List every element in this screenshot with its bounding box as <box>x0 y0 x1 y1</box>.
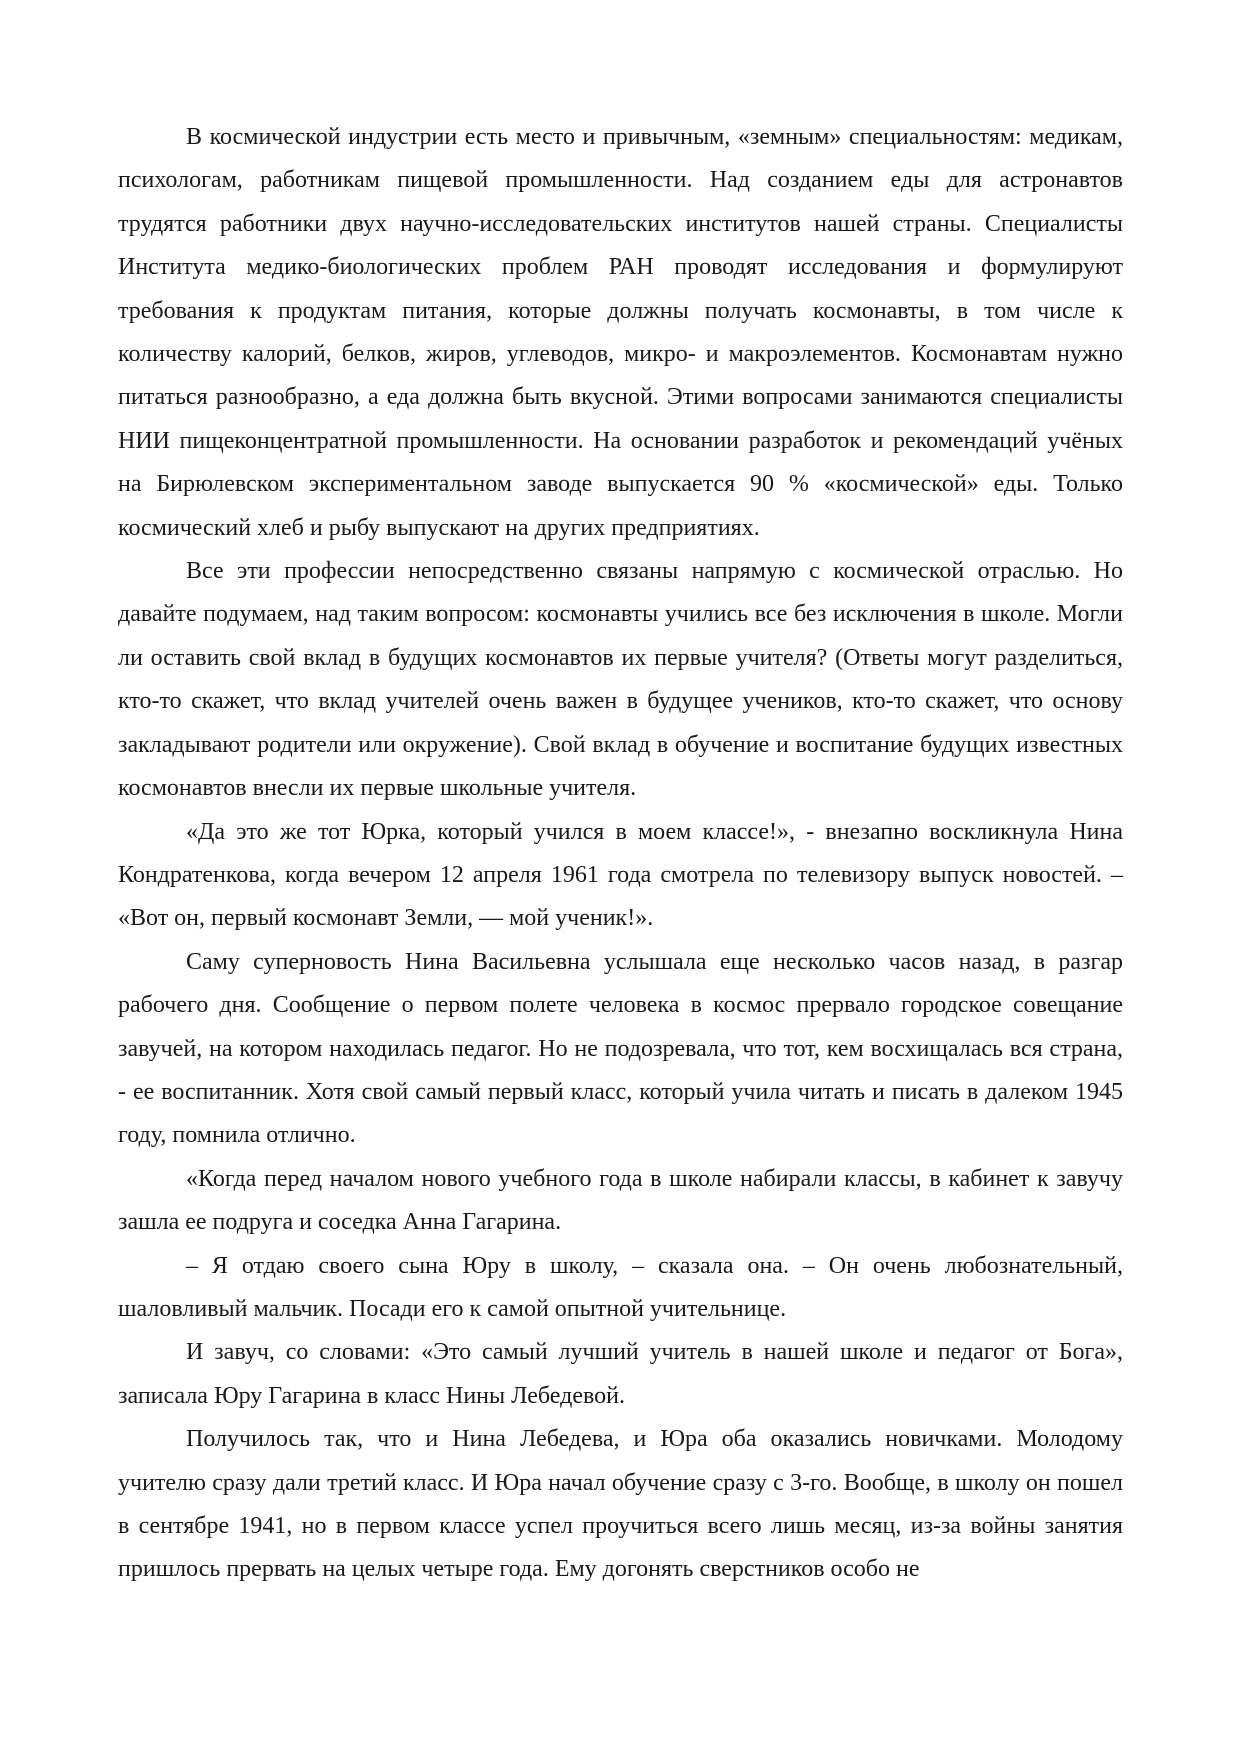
paragraph-6: – Я отдаю своего сына Юру в школу, – сказала она. – Он очень любознательный, шаловливый мальчик. Посади его к самой опытной учительнице. <box>118 1252 1123 1322</box>
paragraph-1: В космической индустрии есть место и привычным, «земным» специальностям: медикам, психологам, работникам пищевой промышленности. Над созданием еды для астронавтов трудятся работники двух научно-исследовательских институтов нашей страны. Специалисты Института медико-биологических проблем РАН проводят исследования и формулируют требования к продуктам питания, которые должны получать космонавты, в том числе к количеству калорий, белков, жиров, углеводов, микро- и макроэлементов. Космонавтам нужно питаться разнообразно, а еда должна быть вкусной. Этими вопросами занимаются специалисты НИИ пищеконцентратной промышленности. На основании разработок и рекомендаций учёных на Бирюлевском экспериментальном заводе выпускается 90 % «космической» еды. Только космический хлеб и рыбу выпускают на других предприятиях. <box>118 124 1123 541</box>
paragraph-8: Получилось так, что и Нина Лебедева, и Юра оба оказались новичками. Молодому учителю сразу дали третий класс. И Юра начал обучение сразу с 3-го. Вообще, в школу он пошел в сентябре 1941, но в первом классе успел проучиться всего лишь месяц, из-за войны занятия пришлось прервать на целых четыре года. Ему догонять сверстников особо не <box>118 1426 1123 1583</box>
document-body <box>118 116 1123 1592</box>
paragraph-5: «Когда перед началом нового учебного года в школе набирали классы, в кабинет к завучу зашла ее подруга и соседка Анна Гагарина. <box>118 1165 1123 1236</box>
paragraph-7: И завуч, со словами: «Это самый лучший учитель в нашей школе и педагог от Бога», записала Юру Гагарина в класс Нины Лебедевой. <box>118 1339 1123 1409</box>
paragraph-2: Все эти профессии непосредственно связаны напрямую с космической отраслью. Но давайте подумаем, над таким вопросом: космонавты учились все без исключения в школе. Могли ли оставить свой вклад в будущих космонавтов их первые учителя? (Ответы могут разделиться, кто-то скажет, что вклад учителей очень важен в будущее учеников, кто-то скажет, что основу закладывают родители или окружение). Свой вклад в обучение и воспитание будущих известных космонавтов внесли их первые школьные учителя. <box>118 558 1123 802</box>
paragraph-4: Саму суперновость Нина Васильевна услышала еще несколько часов назад, в разгар рабочего дня. Сообщение о первом полете человека в космос прервало городское совещание завучей, на котором находилась педагог. Но не подозревала, что тот, кем восхищалась вся страна, - ее воспитанник. Хотя свой самый первый класс, который учила читать и писать в далеком 1945 году, помнила отлично. <box>118 948 1123 1149</box>
paragraph-3: «Да это же тот Юрка, который учился в моем классе!», - внезапно воскликнула Нина Кондратенкова, когда вечером 12 апреля 1961 года смотрела по телевизору выпуск новостей. – «Вот он, первый космонавт Земли, — мой ученик!». <box>118 818 1123 932</box>
